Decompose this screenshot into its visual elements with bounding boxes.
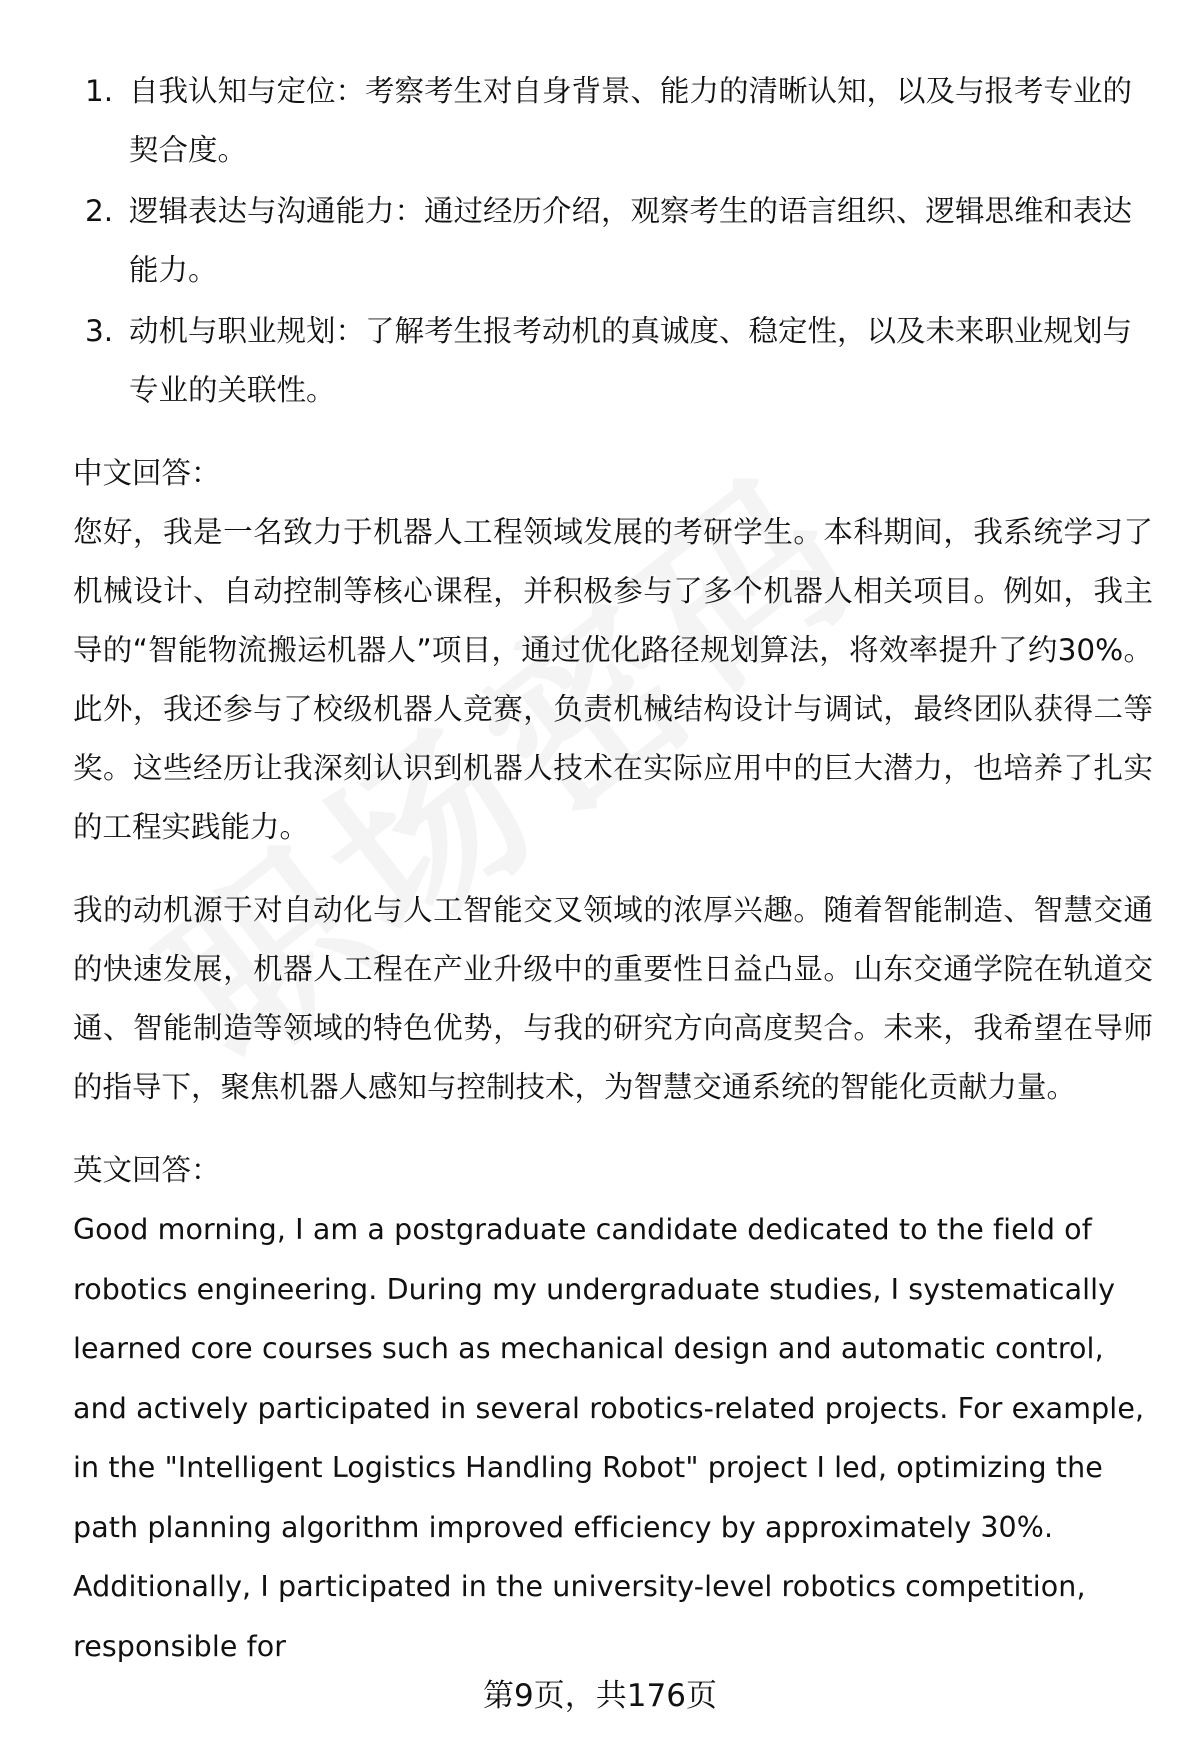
list-item bbox=[73, 182, 1153, 300]
chinese-answer-paragraph: 我的动机源于对自动化与人工智能交叉领域的浓厚兴趣。随着智能制造、智慧交通的快速发展，机器人工程在产业升级中的重要性日益凸显。山东交通学院在轨道交通、智能制造等领域的特色优势，与我的研究方向高度契合。未来，我希望在导师的指导下，聚焦机器人感知与控制技术，为智慧交通系统的智能化贡献力量。 bbox=[73, 893, 1153, 1104]
english-answer-paragraph: Good morning, I am a postgraduate candidate dedicated to the field of robotics engineering. During my undergraduate studies, I systematically learned core courses such as mechanical design and automatic control, and actively participated in several robotics-related projects. For example, in the "Intelligent Logistics Handling Robot" project I led, optimizing the path planning algorithm improved efficiency by approximately 30%. Additionally, I participated in the university-level robotics competition, responsible for bbox=[73, 1213, 1145, 1663]
english-answer-label: 英文回答： bbox=[73, 1153, 221, 1187]
chinese-answer-paragraph: 您好，我是一名致力于机器人工程领域发展的考研学生。本科期间，我系统学习了机械设计、自动控制等核心课程，并积极参与了多个机器人相关项目。例如，我主导的“智能物流搬运机器人”项目，通过优化路径规划算法，将效率提升了约30%。此外，我还参与了校级机器人竞赛，负责机械结构设计与调试，最终团队获得二等奖。这些经历让我深刻认识到机器人技术在实际应用中的巨大潜力，也培养了扎实的工程实践能力。 bbox=[73, 515, 1153, 844]
evaluation-points-list bbox=[73, 62, 1153, 420]
list-item-number: 3. bbox=[85, 314, 114, 348]
list-item bbox=[73, 302, 1153, 420]
list-item-text: 自我认知与定位：考察考生对自身背景、能力的清晰认知，以及与报考专业的契合度。 bbox=[129, 74, 1133, 167]
page-content bbox=[73, 62, 1153, 1676]
chinese-answer-label: 中文回答： bbox=[73, 456, 221, 490]
list-item-number: 1. bbox=[85, 74, 114, 108]
list-item-number: 2. bbox=[85, 194, 114, 228]
list-item-text: 动机与职业规划：了解考生报考动机的真诚度、稳定性，以及未来职业规划与专业的关联性。 bbox=[129, 314, 1133, 407]
list-item-text: 逻辑表达与沟通能力：通过经历介绍，观察考生的语言组织、逻辑思维和表达能力。 bbox=[129, 194, 1133, 287]
list-item bbox=[73, 62, 1153, 180]
page-number: 第9页，共176页 bbox=[483, 1678, 717, 1714]
